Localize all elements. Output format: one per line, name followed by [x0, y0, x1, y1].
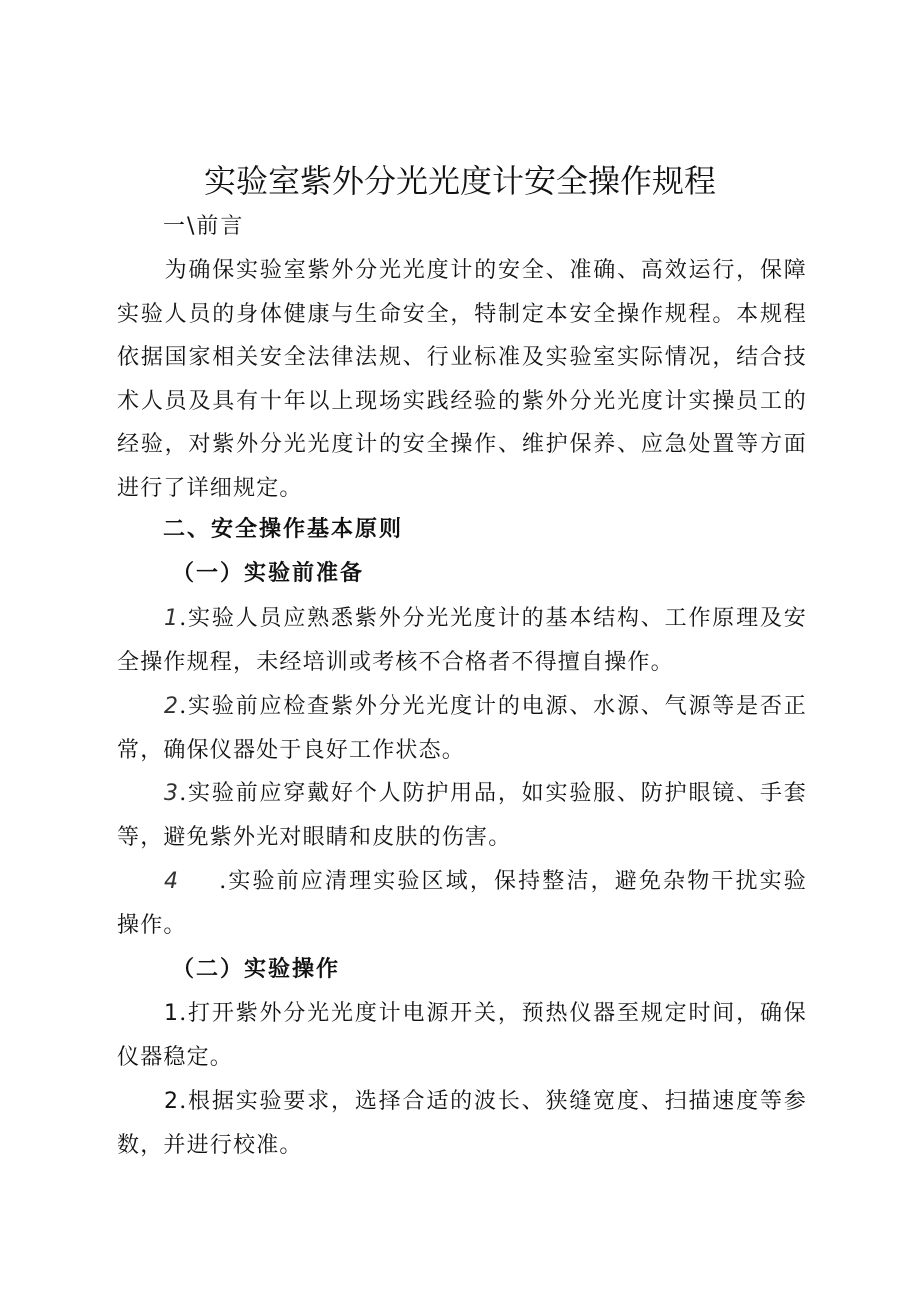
item-number: 1 [164, 606, 180, 631]
intro-paragraph [117, 249, 807, 510]
list-item [117, 860, 807, 947]
list-item [117, 992, 807, 1079]
item-text: .实验前应清理实验区域，保持整洁，避免杂物干扰实验操作。 [117, 869, 807, 938]
item-text: .实验人员应熟悉紫外分光光度计的基本结构、工作原理及安全操作规程，未经培训或考核不合格者不得擅自操作。 [117, 606, 807, 675]
item-number: 2 [164, 694, 180, 719]
intro-paragraph-text: 为确保实验室紫外分光光度计的安全、准确、高效运行，保障实验人员的身体健康与生命安全，特制定本安全操作规程。本规程依据国家相关安全法律法规、行业标准及实验室实际情况，结合技术人员及具有十年以上现场实践经验的紫外分光光度计实操员工的经验，对紫外分光光度计的安全操作、维护保养、应急处置等方面进行了详细规定。 [117, 258, 807, 501]
item-text: .根据实验要求，选择合适的波长、狭缝宽度、扫描速度等参数，并进行校准。 [117, 1089, 807, 1158]
document-title: 实验室紫外分光光度计安全操作规程 [203, 162, 716, 200]
item-text: .打开紫外分光光度计电源开关，预热仪器至规定时间，确保仪器稳定。 [117, 1001, 807, 1070]
list-item [117, 772, 807, 859]
item-number: 3 [164, 781, 180, 806]
item-number: 2 [164, 1089, 180, 1114]
section-heading-intro: 一\前言 [163, 214, 245, 239]
item-text: .实验前应穿戴好个人防护用品，如实验服、防护眼镜、手套等，避免紫外光对眼睛和皮肤的伤害。 [117, 781, 807, 850]
item-number: 1 [164, 1001, 180, 1026]
list-item [117, 597, 807, 684]
list-item [117, 685, 807, 772]
item-number: 4 [164, 869, 180, 894]
list-item [117, 1080, 807, 1167]
item-text: .实验前应检查紫外分光光度计的电源、水源、气源等是否正常，确保仪器处于良好工作状态。 [117, 694, 807, 763]
subsection-heading-ops: （二）实验操作 [172, 957, 341, 982]
subsection-heading-prep: （一）实验前准备 [172, 561, 365, 586]
section-heading-principles: 二、安全操作基本原则 [163, 517, 404, 542]
